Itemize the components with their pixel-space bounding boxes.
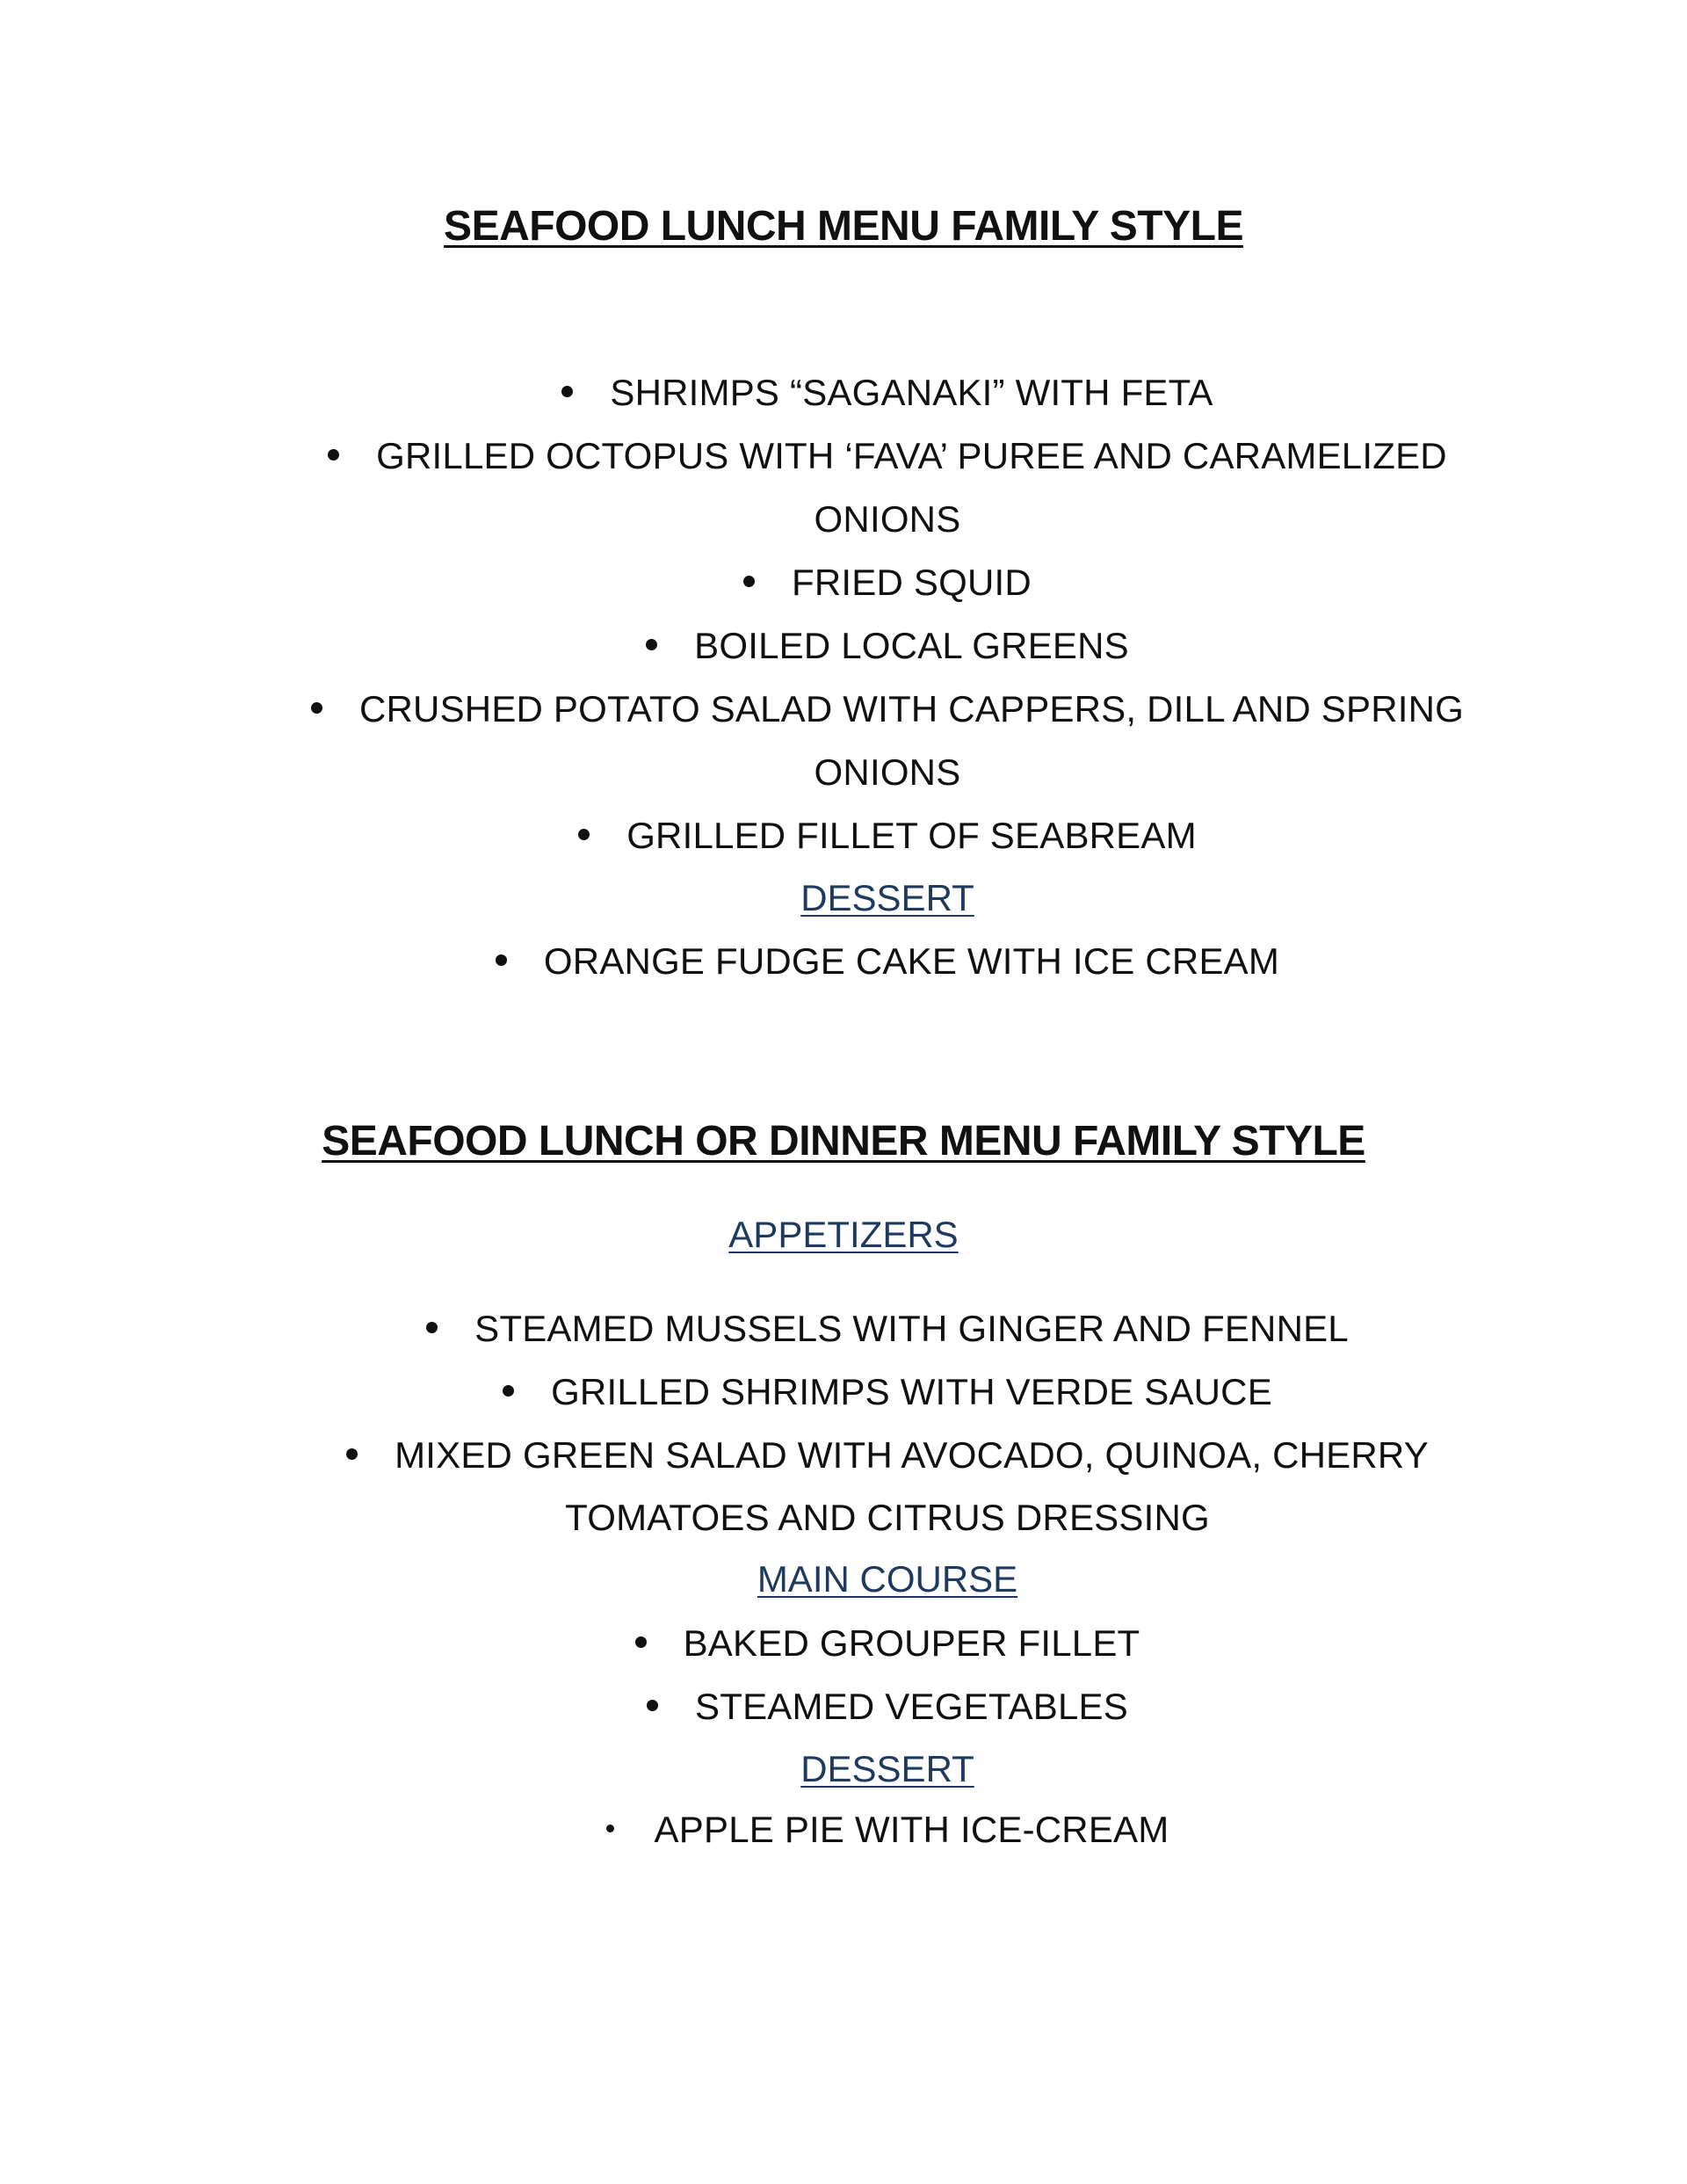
menu2-appetizer-item-continuation: TOMATOES AND CITRUS DRESSING [565,1497,1210,1538]
menu1-dessert-heading: DESSERT [800,877,974,918]
menu2-title: SEAFOOD LUNCH OR DINNER MENU FAMILY STYLE [322,1118,1365,1165]
bullet-icon [606,1825,614,1832]
bullet-icon [635,1636,647,1648]
menu2-appetizers-heading: APPETIZERS [728,1214,959,1255]
bullet-icon [328,449,339,461]
menu2-main-item: STEAMED VEGETABLES [0,1685,1687,1729]
menu1-item: BOILED LOCAL GREENS [0,624,1687,668]
menu2-dessert-heading: DESSERT [800,1748,974,1789]
menu1-title: SEAFOOD LUNCH MENU FAMILY STYLE [444,203,1243,250]
bullet-icon [496,954,507,966]
menu1-item: CRUSHED POTATO SALAD WITH CAPPERS, DILL AND SPRING [0,687,1687,731]
bullet-icon [743,576,755,587]
menu1-dessert-item: ORANGE FUDGE CAKE WITH ICE CREAM [0,940,1687,983]
bullet-icon [647,1700,658,1711]
menu2-appetizer-item: STEAMED MUSSELS WITH GINGER AND FENNEL [0,1307,1687,1351]
menu1-item: FRIED SQUID [0,561,1687,605]
menu2-appetizer-item: MIXED GREEN SALAD WITH AVOCADO, QUINOA, CHERRY [0,1433,1687,1477]
bullet-icon [503,1385,514,1397]
menu1-item: SHRIMPS “SAGANAKI” WITH FETA [0,371,1687,415]
menu2-dessert-item: APPLE PIE WITH ICE-CREAM [0,1808,1687,1852]
menu2-main-course-heading: MAIN COURSE [757,1558,1018,1600]
menu1-item: GRILLED FILLET OF SEABREAM [0,814,1687,858]
menu2-main-item: BAKED GROUPER FILLET [0,1622,1687,1665]
menu1-item: GRILLED OCTOPUS WITH ‘FAVA’ PUREE AND CARAMELIZED [0,434,1687,478]
bullet-icon [311,702,322,714]
bullet-icon [426,1322,438,1333]
menu2-appetizer-item: GRILLED SHRIMPS WITH VERDE SAUCE [0,1370,1687,1414]
bullet-icon [346,1448,358,1460]
bullet-icon [561,386,573,397]
menu1-item-continuation: ONIONS [814,751,961,793]
bullet-icon [578,829,590,840]
bullet-icon [646,639,657,650]
menu1-item-continuation: ONIONS [814,498,961,540]
